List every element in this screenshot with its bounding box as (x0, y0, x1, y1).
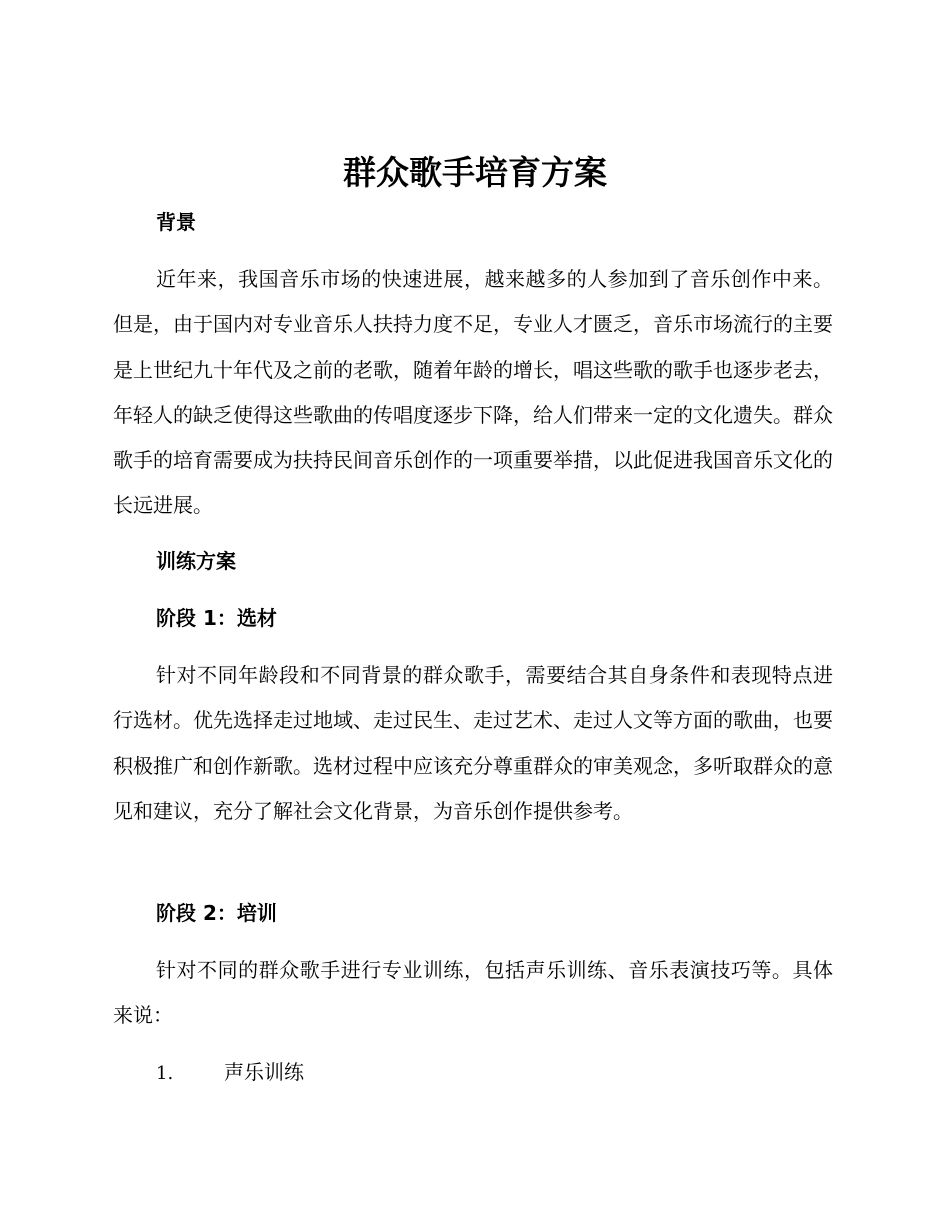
section-heading-training: 训练方案 (156, 549, 236, 573)
stage-2-paragraph: 针对不同的群众歌手进行专业训练，包括声乐训练、音乐表演技巧等。具体来说： (113, 958, 833, 1028)
section-heading-stage-1: 阶段 1：选材 (156, 606, 277, 630)
list-item (156, 1056, 304, 1090)
list-item-text: 声乐训练 (224, 1060, 304, 1084)
background-paragraph: 近年来，我国音乐市场的快速进展，越来越多的人参加到了音乐创作中来。但是，由于国内对专业音乐人扶持力度不足，专业人才匮乏，音乐市场流行的主要是上世纪九十年代及之前的老歌，随着年龄的增长，唱这些歌的歌手也逐步老去，年轻人的缺乏使得这些歌曲的传唱度逐步下降，给人们带来一定的文化遗失。群众歌手的培育需要成为扶持民间音乐创作的一项重要举措，以此促进我国音乐文化的长远进展。 (113, 267, 833, 518)
section-heading-background: 背景 (156, 210, 196, 234)
stage-1-paragraph: 针对不同年龄段和不同背景的群众歌手，需要结合其自身条件和表现特点进行选材。优先选择走过地域、走过民生、走过艺术、走过人文等方面的歌曲，也要积极推广和创作新歌。选材过程中应该充分尊重群众的审美观念，多听取群众的意见和建议，充分了解社会文化背景，为音乐创作提供参考。 (113, 663, 833, 823)
list-item-number: 1. (156, 1063, 174, 1084)
section-heading-stage-2: 阶段 2：培训 (156, 901, 277, 925)
document-title: 群众歌手培育方案 (343, 153, 607, 192)
